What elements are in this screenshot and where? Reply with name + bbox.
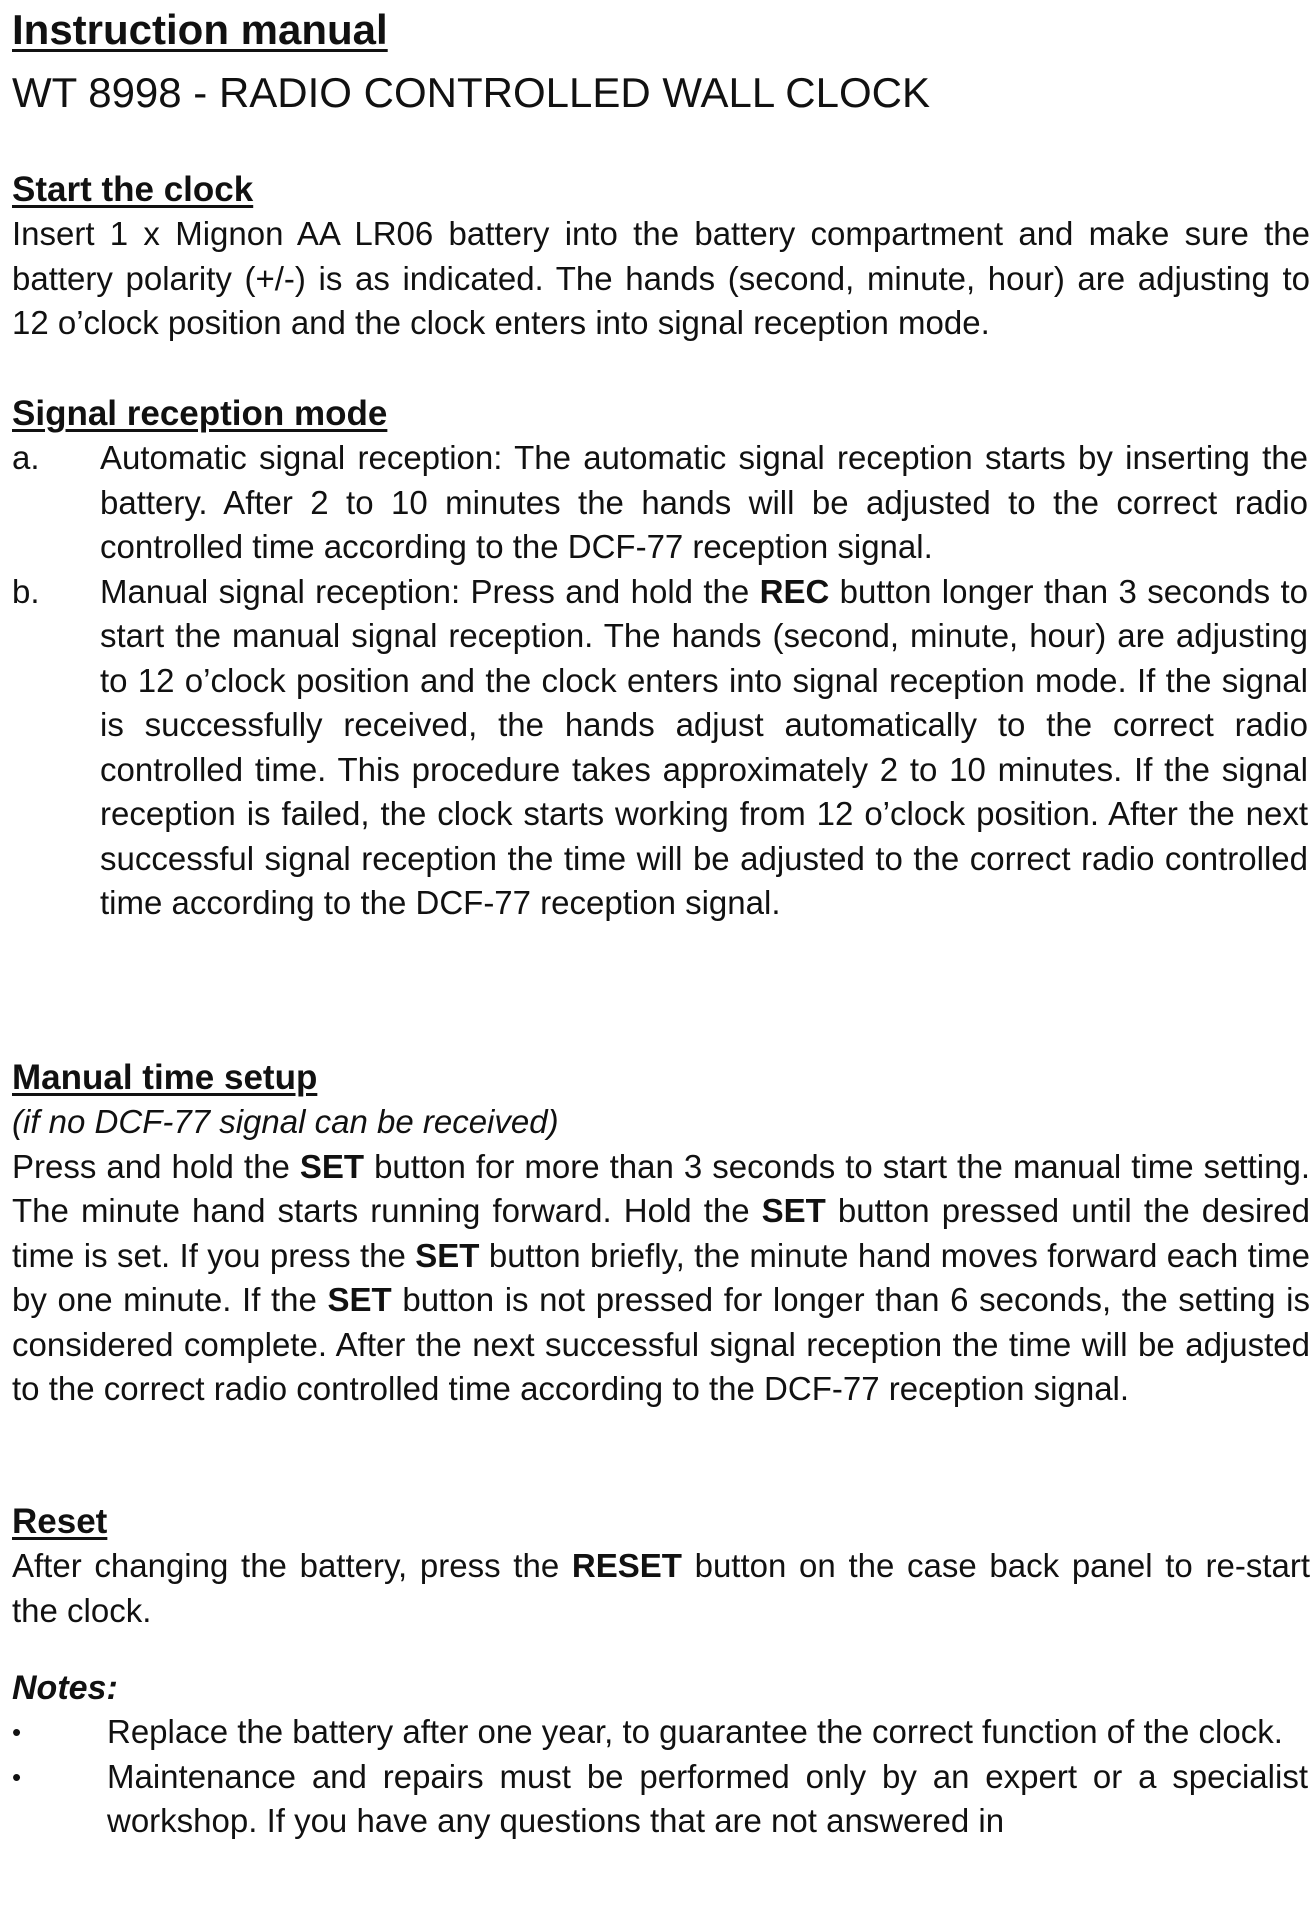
list-marker: a. bbox=[12, 439, 40, 476]
start-clock-text: Insert 1 x Mignon AA LR06 battery into the battery compartment and make sure the battery polarity (+/-) is as indicated. The hands (second, minute, hour) are adjusting to 12 o’clock position and the clock enters into signal reception mode. bbox=[12, 215, 1310, 341]
text-run: button is not pressed for longer than 6 seconds, the setting is considered complete. After the next successful signal reception the time will be adjusted to the correct radio controlled time according to the DCF-77 reception signal. bbox=[12, 1281, 1311, 1407]
text-run: button pressed until the desired time is set. If you press the bbox=[12, 1192, 1310, 1274]
reset-section bbox=[12, 1500, 1310, 1633]
list-item-text: Automatic signal reception: The automatic signal reception starts by inserting the battery. After 2 to 10 minutes the hands will be adjusted to the correct radio controlled time according to the DCF-77 reception signal. bbox=[100, 439, 1308, 565]
set-button-label: SET bbox=[415, 1236, 480, 1274]
manual-time-text bbox=[12, 1145, 1310, 1412]
document-title: Instruction manual bbox=[12, 6, 388, 53]
bullet-icon: • bbox=[12, 1717, 22, 1747]
note-item bbox=[12, 1755, 1310, 1844]
product-title: WT 8998 - RADIO CONTROLLED WALL CLOCK bbox=[12, 69, 930, 116]
list-item-text bbox=[100, 570, 1310, 926]
notes-section bbox=[12, 1666, 1310, 1844]
text-run: button for more than 3 seconds to start the manual time setting. The minute hand starts running forward. Hold the bbox=[12, 1147, 1310, 1229]
note-text: Maintenance and repairs must be performed only by an expert or a specialist workshop. If you have any questions that are not answered in bbox=[107, 1757, 1308, 1839]
reset-heading: Reset bbox=[12, 1502, 108, 1541]
note-text: Replace the battery after one year, to guarantee the correct function of the clock. bbox=[107, 1713, 1283, 1750]
set-button-label: SET bbox=[761, 1192, 826, 1229]
note-item bbox=[12, 1710, 1310, 1755]
rec-button-label: REC bbox=[759, 572, 830, 610]
start-clock-section bbox=[12, 168, 1310, 346]
set-button-label: SET bbox=[299, 1147, 365, 1185]
text-run: After changing the battery, press the bbox=[12, 1547, 572, 1584]
manual-time-condition: (if no DCF-77 signal can be received) bbox=[12, 1103, 559, 1140]
start-clock-heading: Start the clock bbox=[12, 170, 254, 209]
text-run: Press and hold the bbox=[12, 1147, 300, 1185]
list-item-manual bbox=[12, 570, 1310, 926]
reset-button-label: RESET bbox=[571, 1547, 682, 1584]
signal-reception-heading: Signal reception mode bbox=[12, 394, 388, 433]
set-button-label: SET bbox=[327, 1281, 392, 1318]
document-header bbox=[12, 0, 1310, 122]
manual-time-heading: Manual time setup bbox=[12, 1058, 318, 1097]
bullet-icon: • bbox=[12, 1761, 22, 1792]
text-run: button briefly, the minute hand moves forward each time by one minute. If the bbox=[12, 1236, 1310, 1318]
list-item-automatic bbox=[12, 436, 1310, 570]
text-run: button longer than 3 seconds to start the manual signal reception. The hands (second, minute, hour) are adjusting to 12 o’clock position and the clock enters into signal reception mode. If the signal is successfully received, the hands adjust automatically to the correct radio controlled time. This procedure takes approximately 2 to 10 minutes. If the signal reception is failed, the clock starts working from 12 o’clock position. After the next successful signal reception the time will be adjusted to the correct radio controlled time according to the DCF-77 reception signal. bbox=[100, 572, 1309, 921]
text-run: button on the case back panel to re-start the clock. bbox=[12, 1547, 1310, 1629]
text-run: Manual signal reception: Press and hold the bbox=[100, 572, 760, 610]
notes-heading: Notes: bbox=[12, 1669, 118, 1707]
manual-time-section bbox=[12, 1056, 1310, 1412]
reset-text bbox=[12, 1544, 1310, 1633]
list-marker: b. bbox=[12, 572, 40, 610]
signal-reception-section bbox=[12, 392, 1310, 926]
